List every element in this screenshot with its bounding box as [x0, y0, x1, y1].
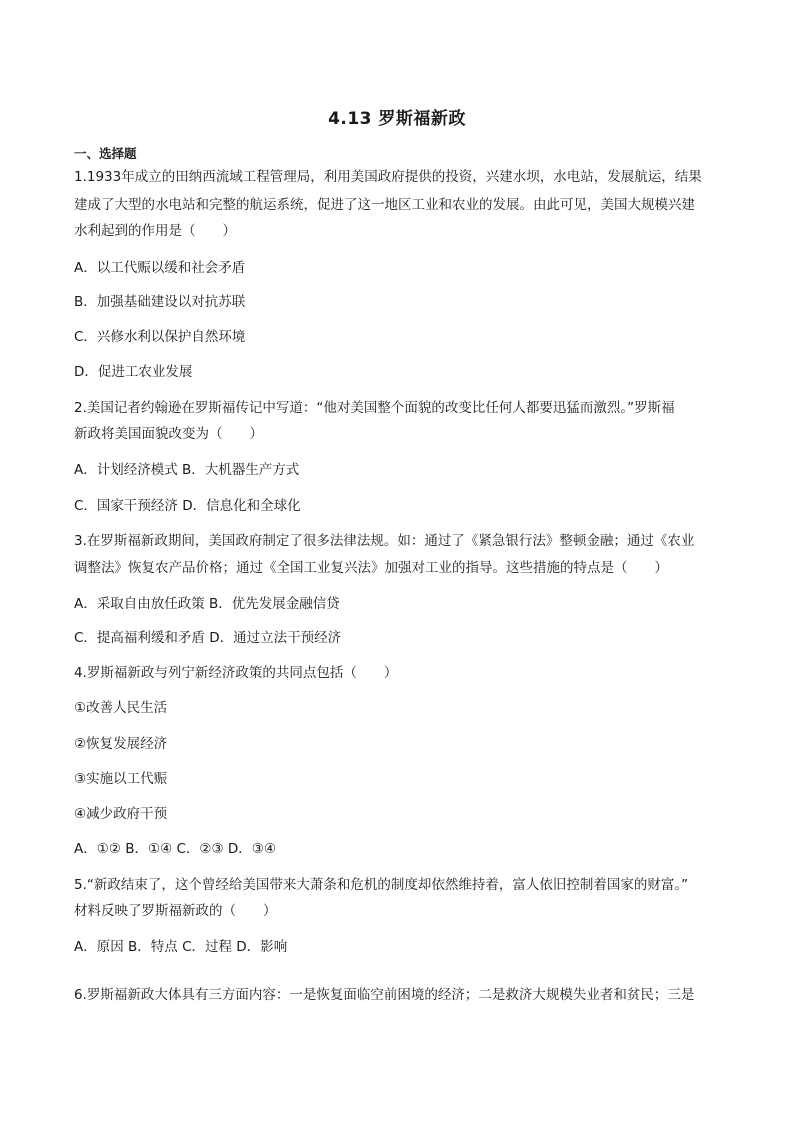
section-heading: 一、选择题 [74, 146, 137, 161]
question-3-text-line: 调整法》恢复农产品价格；通过《全国工业复兴法》加强对工业的指导。这些措施的特点是（ ） [74, 560, 668, 576]
option-line: A．以工代赈以缓和社会矛盾 [74, 260, 246, 276]
document-title: 4.13 罗斯福新政 [328, 109, 466, 129]
option-line: A．①② B．①④ C．②③ D．③④ [74, 841, 277, 857]
option-line: A．计划经济模式 B．大机器生产方式 [74, 462, 300, 478]
option-line: D．促进工农业发展 [74, 364, 193, 380]
option-line: A．原因 B．特点 C．过程 D．影响 [74, 939, 288, 955]
question-5-text-line: 5.“新政结束了，这个曾经给美国带来大萧条和危机的制度却依然维持着，富人依旧控制着国家的财富。” [74, 877, 689, 893]
option-line: A．采取自由放任政策 B．优先发展金融信贷 [74, 596, 340, 612]
question-3-text-line: 3.在罗斯福新政期间，美国政府制定了很多法律法规。如：通过了《紧急银行法》整顿金融；通过《农业 [74, 533, 695, 549]
question-1-text-line: 1.1933年成立的田纳西流域工程管理局，利用美国政府提供的投资，兴建水坝，水电站，发展航运，结果 [74, 169, 702, 185]
question-2-text-line: 新政将美国面貌改变为（ ） [74, 426, 263, 442]
statement-line: ③实施以工代赈 [74, 771, 168, 787]
question-6-text-line: 6.罗斯福新政大体具有三方面内容：一是恢复面临空前困境的经济；二是救济大规模失业者和贫民；三是 [74, 987, 695, 1003]
option-line: B．加强基础建设以对抗苏联 [74, 294, 246, 310]
statement-line: ④减少政府干预 [74, 806, 168, 822]
question-1-text-line: 建成了大型的水电站和完整的航运系统，促进了这一地区工业和农业的发展。由此可见，美国大规模兴建 [74, 197, 695, 213]
option-line: C．提高福利缓和矛盾 D．通过立法干预经济 [74, 630, 342, 646]
question-4-text-line: 4.罗斯福新政与列宁新经济政策的共同点包括（ ） [74, 665, 398, 681]
question-1-text-line: 水利起到的作用是（ ） [74, 223, 236, 239]
statement-line: ①改善人民生活 [74, 700, 168, 716]
option-line: C．国家干预经济 D．信息化和全球化 [74, 498, 301, 514]
question-2-text-line: 2.美国记者约翰逊在罗斯福传记中写道：“他对美国整个面貌的改变比任何人都要迅猛而激烈。”罗斯福 [74, 400, 675, 416]
statement-line: ②恢复发展经济 [74, 736, 168, 752]
question-5-text-line: 材料反映了罗斯福新政的（ ） [74, 903, 277, 919]
option-line: C．兴修水利以保护自然环境 [74, 329, 246, 345]
